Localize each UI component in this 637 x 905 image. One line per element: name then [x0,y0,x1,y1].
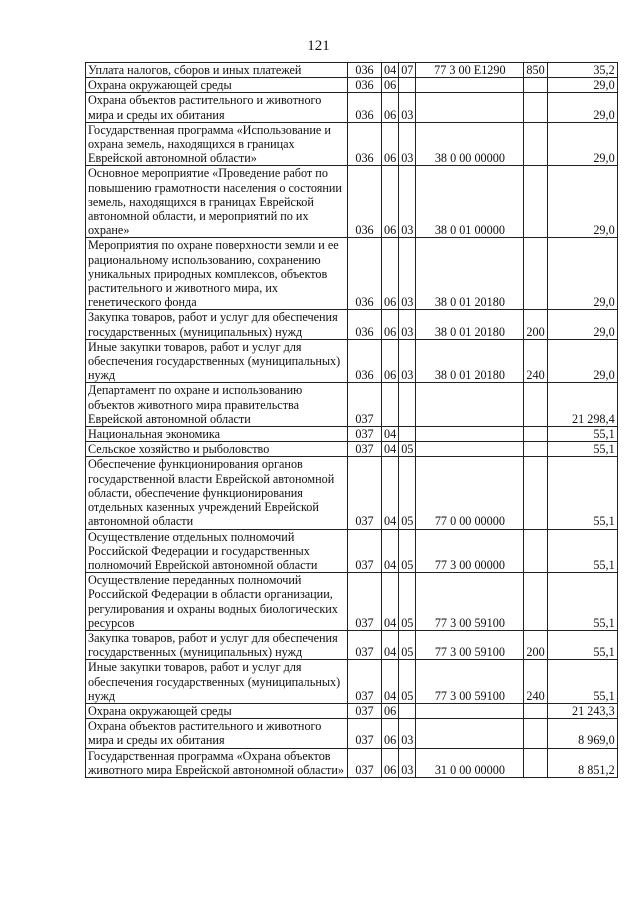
ved-code: 036 [348,238,382,310]
expense-type-code: 850 [524,63,547,78]
subsection-code [399,427,416,442]
amount: 29,0 [547,78,617,93]
table-row [86,748,618,777]
expense-type-code: 200 [524,630,547,659]
section-code: 04 [382,630,399,659]
subsection-code: 05 [399,457,416,529]
amount: 55,1 [547,427,617,442]
subsection-code: 05 [399,660,416,704]
subsection-code: 03 [399,339,416,383]
amount: 29,0 [547,93,617,122]
target-article-code: 38 0 01 00000 [416,166,524,238]
expense-type-code [524,383,547,427]
amount: 55,1 [547,660,617,704]
section-code: 04 [382,457,399,529]
ved-code: 037 [348,703,382,718]
target-article-code [416,427,524,442]
section-code: 04 [382,442,399,457]
row-name: Охрана окружающей среды [86,78,348,93]
section-code: 06 [382,719,399,748]
target-article-code: 38 0 01 20180 [416,238,524,310]
ved-code: 036 [348,339,382,383]
expense-type-code [524,238,547,310]
subsection-code: 05 [399,630,416,659]
target-article-code: 77 3 00 E1290 [416,63,524,78]
subsection-code: 05 [399,529,416,573]
expense-type-code [524,719,547,748]
table-row [86,78,618,93]
section-code: 06 [382,339,399,383]
amount: 8 851,2 [547,748,617,777]
row-name: Основное мероприятие «Проведение работ по повышению грамотности населения о состоянии земель, находящихся в границах Еврейской автономной области, и мероприятий по их охране» [86,166,348,238]
expense-type-code [524,166,547,238]
target-article-code: 38 0 01 20180 [416,339,524,383]
row-name: Сельское хозяйство и рыболовство [86,442,348,457]
target-article-code: 77 3 00 59100 [416,573,524,631]
subsection-code: 07 [399,63,416,78]
ved-code: 037 [348,457,382,529]
subsection-code: 03 [399,166,416,238]
expense-type-code: 200 [524,310,547,339]
table-row [86,660,618,704]
row-name: Мероприятия по охране поверхности земли и ее рациональному использованию, сохранению уникальных природных комплексов, объектов растительного и животного мира, их генетического фонда [86,238,348,310]
row-name: Государственная программа «Охрана объектов животного мира Еврейской автономной области» [86,748,348,777]
target-article-code [416,93,524,122]
table-row [86,427,618,442]
section-code: 06 [382,748,399,777]
row-name: Национальная экономика [86,427,348,442]
row-name: Охрана объектов растительного и животного мира и среды их обитания [86,93,348,122]
table-row [86,122,618,166]
table-row [86,630,618,659]
expense-type-code [524,529,547,573]
expense-type-code [524,457,547,529]
row-name: Иные закупки товаров, работ и услуг для обеспечения государственных (муниципальных) нужд [86,660,348,704]
ved-code: 036 [348,122,382,166]
target-article-code: 77 3 00 00000 [416,529,524,573]
amount: 29,0 [547,166,617,238]
amount: 21 298,4 [547,383,617,427]
target-article-code: 38 0 00 00000 [416,122,524,166]
subsection-code: 03 [399,748,416,777]
ved-code: 037 [348,383,382,427]
section-code: 06 [382,310,399,339]
ved-code: 037 [348,442,382,457]
row-name: Уплата налогов, сборов и иных платежей [86,63,348,78]
amount: 29,0 [547,339,617,383]
expense-type-code [524,573,547,631]
target-article-code: 77 0 00 00000 [416,457,524,529]
target-article-code: 77 3 00 59100 [416,660,524,704]
table-row [86,442,618,457]
row-name: Закупка товаров, работ и услуг для обеспечения государственных (муниципальных) нужд [86,630,348,659]
ved-code: 036 [348,63,382,78]
row-name: Государственная программа «Использование и охрана земель, находящихся в границах Еврейской автономной области» [86,122,348,166]
section-code: 06 [382,238,399,310]
table-row [86,63,618,78]
subsection-code [399,703,416,718]
section-code: 04 [382,427,399,442]
table-row [86,529,618,573]
expense-type-code [524,93,547,122]
subsection-code [399,383,416,427]
ved-code: 036 [348,166,382,238]
table-row [86,383,618,427]
budget-table [85,62,618,778]
ved-code: 037 [348,427,382,442]
section-code: 04 [382,573,399,631]
target-article-code: 77 3 00 59100 [416,630,524,659]
target-article-code: 31 0 00 00000 [416,748,524,777]
subsection-code: 03 [399,719,416,748]
expense-type-code [524,122,547,166]
target-article-code: 38 0 01 20180 [416,310,524,339]
expense-type-code [524,427,547,442]
ved-code: 037 [348,660,382,704]
expense-type-code: 240 [524,660,547,704]
table-row [86,573,618,631]
row-name: Осуществление переданных полномочий Российской Федерации в области организации, регулирования и охраны водных биологических ресурсов [86,573,348,631]
table-row [86,703,618,718]
table-row [86,457,618,529]
amount: 55,1 [547,630,617,659]
subsection-code: 03 [399,310,416,339]
amount: 8 969,0 [547,719,617,748]
section-code: 04 [382,660,399,704]
target-article-code [416,78,524,93]
subsection-code: 05 [399,442,416,457]
row-name: Обеспечение функционирования органов государственной власти Еврейской автономной области, обеспечение функционирования отдельных казенных учреждений Еврейской автономной области [86,457,348,529]
table-row [86,310,618,339]
row-name: Охрана окружающей среды [86,703,348,718]
section-code [382,383,399,427]
subsection-code: 03 [399,93,416,122]
target-article-code [416,442,524,457]
table-row [86,339,618,383]
ved-code: 036 [348,93,382,122]
amount: 55,1 [547,442,617,457]
amount: 55,1 [547,457,617,529]
row-name: Иные закупки товаров, работ и услуг для обеспечения государственных (муниципальных) нужд [86,339,348,383]
expense-type-code [524,703,547,718]
table-row [86,719,618,748]
page-number: 121 [307,38,330,54]
ved-code: 037 [348,630,382,659]
table-row [86,238,618,310]
amount: 29,0 [547,238,617,310]
row-name: Охрана объектов растительного и животного мира и среды их обитания [86,719,348,748]
table-row [86,166,618,238]
ved-code: 037 [348,529,382,573]
subsection-code: 03 [399,238,416,310]
section-code: 06 [382,78,399,93]
subsection-code: 05 [399,573,416,631]
table-row [86,93,618,122]
amount: 29,0 [547,122,617,166]
target-article-code [416,383,524,427]
budget-table-body [86,63,618,778]
expense-type-code [524,748,547,777]
row-name: Осуществление отдельных полномочий Российской Федерации и государственных полномочий Еврейской автономной области [86,529,348,573]
subsection-code: 03 [399,122,416,166]
expense-type-code: 240 [524,339,547,383]
amount: 21 243,3 [547,703,617,718]
section-code: 06 [382,703,399,718]
amount: 55,1 [547,573,617,631]
section-code: 06 [382,166,399,238]
target-article-code [416,703,524,718]
expense-type-code [524,442,547,457]
section-code: 04 [382,63,399,78]
subsection-code [399,78,416,93]
amount: 55,1 [547,529,617,573]
ved-code: 037 [348,573,382,631]
row-name: Закупка товаров, работ и услуг для обеспечения государственных (муниципальных) нужд [86,310,348,339]
ved-code: 036 [348,78,382,93]
ved-code: 036 [348,310,382,339]
expense-type-code [524,78,547,93]
target-article-code [416,719,524,748]
amount: 29,0 [547,310,617,339]
section-code: 06 [382,122,399,166]
amount: 35,2 [547,63,617,78]
section-code: 06 [382,93,399,122]
row-name: Департамент по охране и использованию объектов животного мира правительства Еврейской автономной области [86,383,348,427]
ved-code: 037 [348,719,382,748]
section-code: 04 [382,529,399,573]
ved-code: 037 [348,748,382,777]
